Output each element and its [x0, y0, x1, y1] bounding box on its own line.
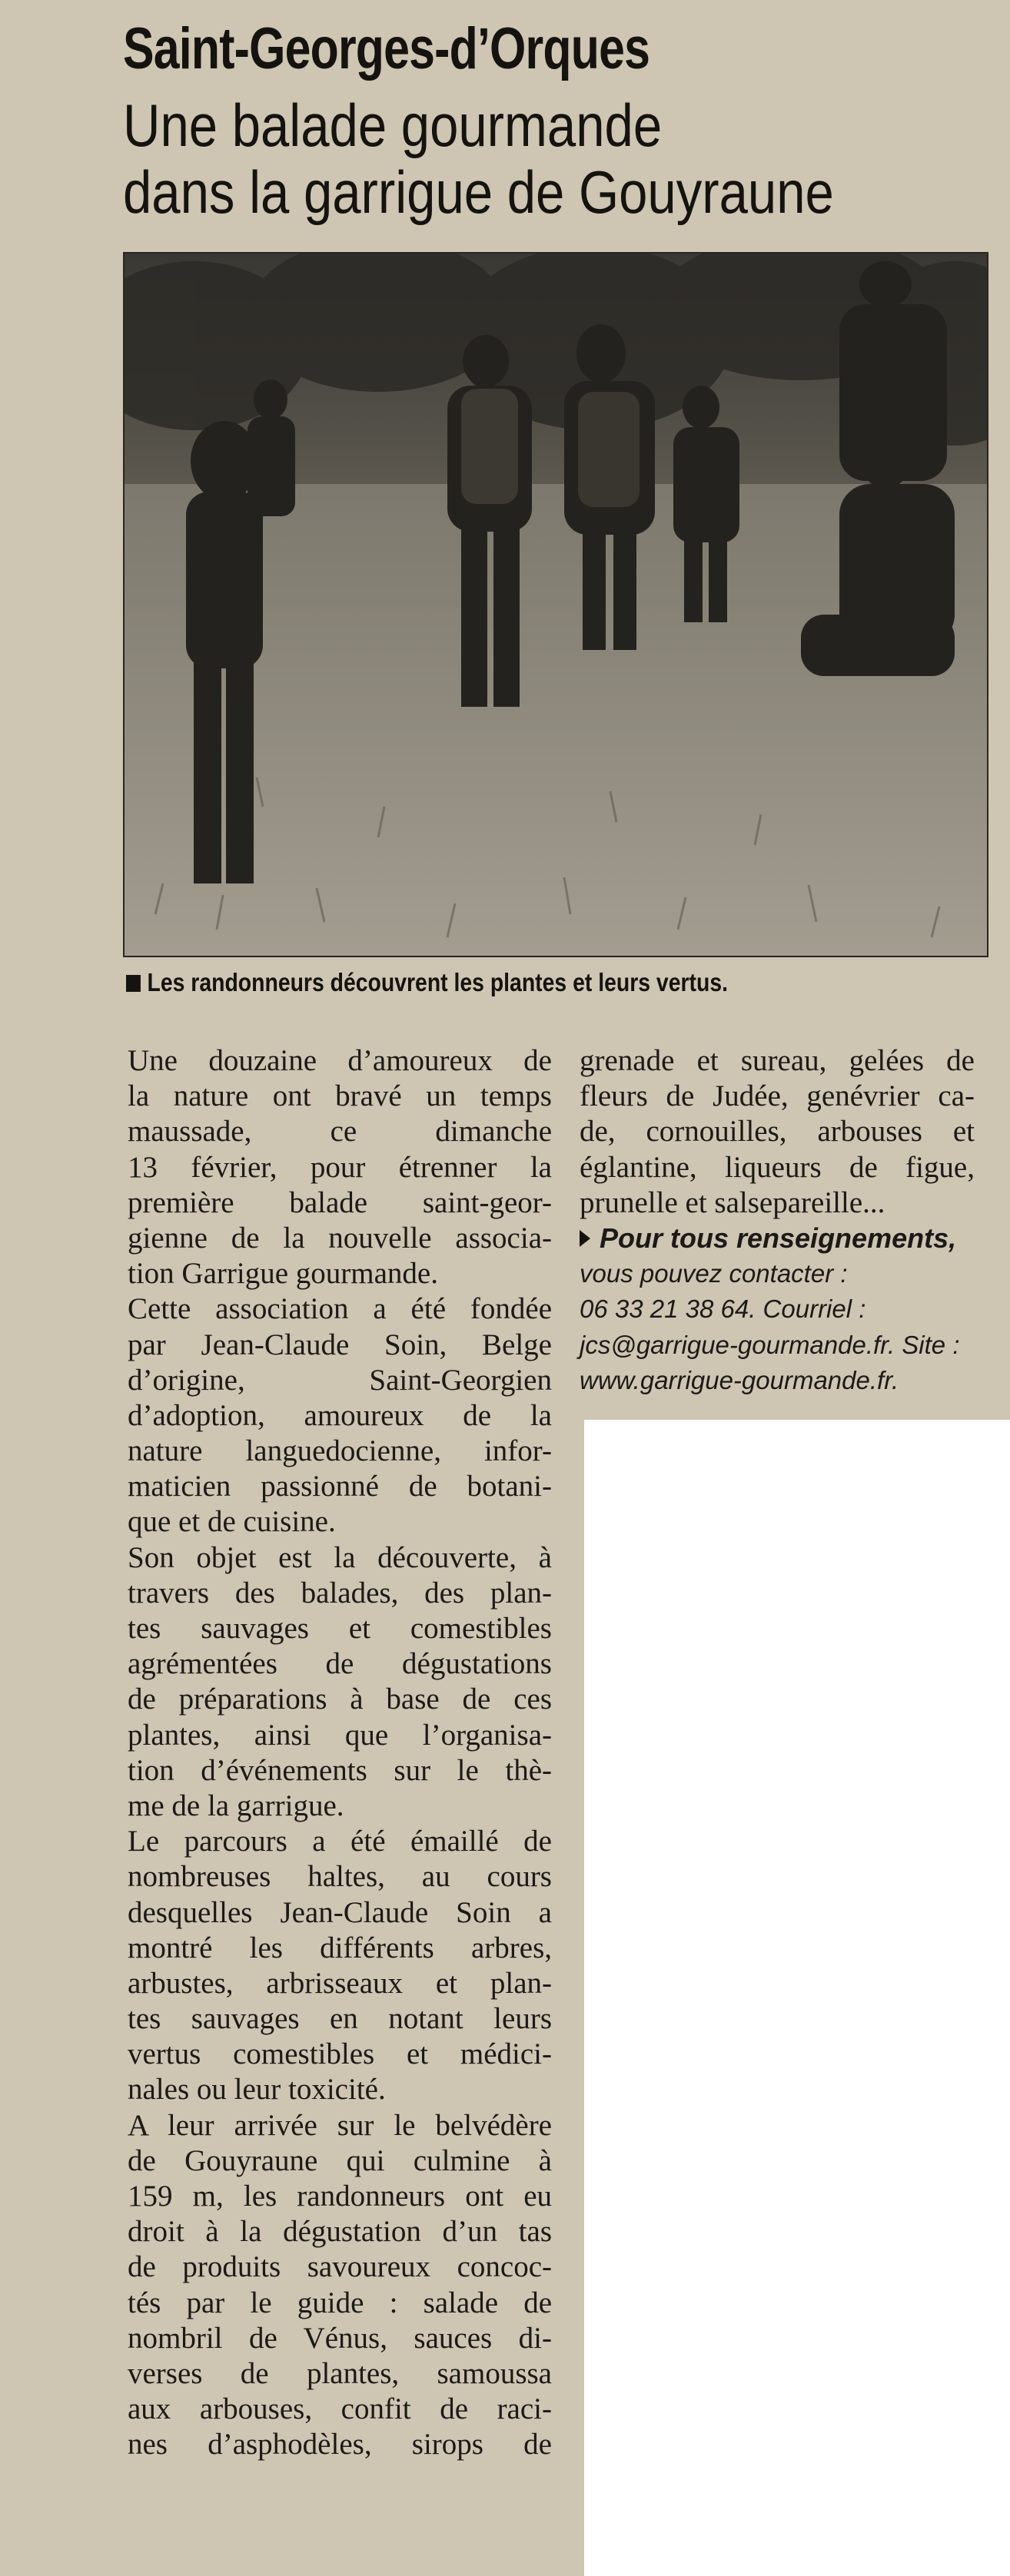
body-line: tes sauvages en notant leurs — [128, 2002, 552, 2036]
body-line: fleurs de Judée, genévrier ca- — [580, 1079, 975, 1113]
body-line: de préparations à base de ces — [128, 1683, 552, 1716]
body-line: grenade et sureau, gelées de — [580, 1044, 975, 1077]
body-line: agrémentées de dégustations — [128, 1647, 552, 1681]
body-line: montré les différents arbres, — [128, 1931, 552, 1964]
photo-caption — [126, 968, 728, 997]
contact-line: vous pouvez contacter : — [580, 1259, 848, 1288]
article-town: Saint-Georges-d’Orques — [123, 16, 650, 81]
contact-phone: 06 33 21 38 64. Courriel : — [580, 1295, 866, 1324]
contact-heading-text: Pour tous renseignements, — [600, 1222, 957, 1254]
article-photo — [123, 252, 988, 957]
body-line: gienne de la nouvelle associa- — [128, 1221, 552, 1255]
contact-email: jcs@garrigue-gourmande.fr. Site : — [580, 1330, 960, 1359]
body-line: Le parcours a été émaillé de — [128, 1825, 552, 1858]
body-line: verses de plantes, samoussa — [128, 2356, 552, 2390]
body-line: plantes, ainsi que l’organisa- — [128, 1718, 552, 1752]
article-title-line-2: dans la garrigue de Gouyraune — [123, 158, 834, 226]
body-line: prunelle et salsepareille... — [580, 1185, 885, 1219]
body-line: de Gouyraune qui culmine à — [128, 2143, 552, 2177]
body-line: droit à la dégustation d’un tas — [128, 2215, 552, 2249]
hikers-photo-illustration — [125, 254, 987, 956]
body-line: églantine, liqueurs de figue, — [580, 1150, 975, 1184]
triangle-bullet-icon — [580, 1230, 590, 1247]
body-line: nombreuses haltes, au cours — [128, 1860, 552, 1894]
article-body-right-column — [580, 1043, 975, 1398]
caption-bullet-icon — [126, 975, 141, 992]
body-line: première balade saint-geor- — [128, 1185, 552, 1219]
body-line: nombril de Vénus, sauces di- — [128, 2321, 552, 2355]
body-line: nes d’asphodèles, sirops de — [128, 2428, 552, 2462]
body-line: A leur arrivée sur le belvédère — [128, 2108, 552, 2142]
contact-website: www.garrigue-gourmande.fr. — [580, 1365, 899, 1394]
contact-heading — [580, 1221, 975, 1256]
body-line: maussade, ce dimanche — [128, 1115, 552, 1149]
body-line: arbustes, arbrisseaux et plan- — [128, 1966, 552, 2000]
body-line: Son objet est la découverte, à — [128, 1540, 552, 1574]
body-line: de produits savoureux concoc- — [128, 2250, 552, 2284]
body-line: d’origine, Saint-Georgien — [128, 1363, 552, 1397]
body-line: me de la garrigue. — [128, 1789, 344, 1822]
body-line: de, cornouilles, arbouses et — [580, 1115, 975, 1149]
body-line: desquelles Jean-Claude Soin a — [128, 1895, 552, 1929]
body-line: vertus comestibles et médici- — [128, 2037, 552, 2071]
body-line: nature languedocienne, infor- — [128, 1434, 552, 1468]
body-line: tion d’événements sur le thè- — [128, 1753, 552, 1787]
body-line: maticien passionné de botani- — [128, 1470, 552, 1503]
body-line: par Jean-Claude Soin, Belge — [128, 1328, 552, 1361]
body-line: 13 février, pour étrenner la — [128, 1150, 552, 1184]
body-line: tes sauvages et comestibles — [128, 1612, 552, 1645]
photo-caption-text: Les randonneurs découvrent les plantes et leurs vertus. — [147, 968, 728, 996]
body-line: Une douzaine d’amoureux de — [128, 1044, 552, 1077]
body-line: travers des balades, des plan- — [128, 1576, 552, 1610]
body-line: Cette association a été fondée — [128, 1292, 552, 1326]
body-line: aux arbouses, confit de raci- — [128, 2392, 552, 2426]
body-line: d’adoption, amoureux de la — [128, 1398, 552, 1432]
body-line: tés par le guide : salade de — [128, 2286, 552, 2319]
body-line: nales ou leur toxicité. — [128, 2073, 386, 2107]
body-line: que et de cuisine. — [128, 1505, 336, 1539]
body-line: la nature ont bravé un temps — [128, 1079, 552, 1113]
body-line: tion Garrigue gourmande. — [128, 1257, 438, 1291]
article-title-line-1: Une balade gourmande — [123, 91, 663, 159]
article-body-left-column — [128, 1043, 552, 2463]
body-line: 159 m, les randonneurs ont eu — [128, 2180, 552, 2213]
